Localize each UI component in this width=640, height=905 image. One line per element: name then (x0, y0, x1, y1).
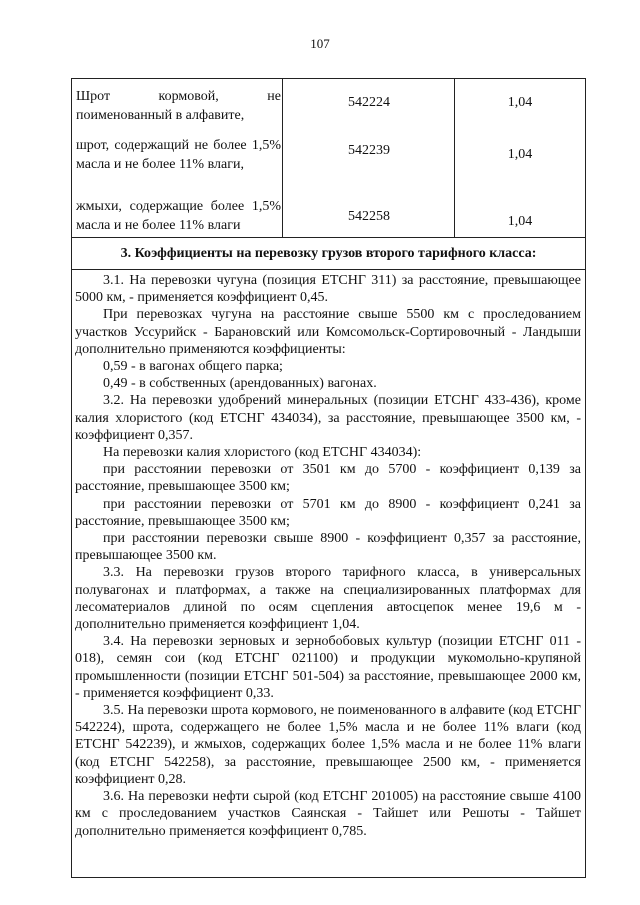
paragraph-3-2: 3.2. На перевозки удобрений минеральных (позиции ЕТСНГ 433-436), кроме калия хлористого (код ЕТСНГ 434034), за расстояние, превышающее 3500 км, - коэффициент 0,357. (75, 393, 581, 443)
table-row-2-code: 542239 (348, 143, 390, 158)
table-row-2-coef: 1,04 (507, 147, 533, 162)
coefficient-table (72, 79, 585, 237)
table-column-divider (282, 79, 283, 237)
table-row-1-code: 542224 (348, 95, 390, 110)
document-frame (71, 78, 586, 878)
paragraph-general-fleet: 0,59 - в вагонах общего парка; (103, 359, 283, 375)
table-bottom-rule (72, 237, 585, 238)
section-title: 3. Коэффициенты на перевозку грузов второго тарифного класса: (120, 246, 537, 261)
paragraph-3-1: 3.1. На перевозки чугуна (позиция ЕТСНГ 311) за расстояние, превышающее 5000 км, - применяется коэффициент 0,45. (75, 273, 581, 306)
paragraph-3-5: 3.5. На перевозки шрота кормового, не поименованного в алфавите (код ЕТСНГ 542224), шрота, содержащего не более 1,5% масла и не более 11% влаги (код ЕТСНГ 542239), и жмыхов, содержащих более 1,5% масла и не более 11% влаги (код ЕТСНГ 542258), за расстояние, превышающее 2500 км, - применяется коэффициент 0,28. (75, 703, 581, 787)
table-row-3-code: 542258 (348, 209, 390, 224)
paragraph-3-4: 3.4. На перевозки зерновых и зернобобовых культур (позиции ЕТСНГ 011 - 018), семян сои (код ЕТСНГ 021100) и продукции мукомольно-крупяной промышленности (позиции ЕТСНГ 501-504) за расстояние, превышающее 2000 км, - применяется коэффициент 0,33. (75, 634, 581, 701)
table-row-2-name: шрот, содержащий не более 1,5% масла и не более 11% влаги, (76, 138, 281, 172)
table-row-3-coef: 1,04 (507, 214, 533, 229)
paragraph-3-3: 3.3. На перевозки грузов второго тарифного класса, в универсальных полувагонах и платформах, а также на специализированных платформах для лесоматериалов длиной по осям сцепления автосцепок менее 19,6 м - дополнительно применяется коэффициент 1,04. (75, 565, 581, 633)
page-number: 107 (310, 36, 330, 51)
paragraph-3-6: 3.6. На перевозки нефти сырой (код ЕТСНГ 201005) на расстояние свыше 4100 км с проследованием участков Саянская - Тайшет или Решоты - Тайшет дополнительно применяется коэффициент 0,785. (75, 789, 581, 839)
table-row-1-name: Шрот кормовой, не поименованный в алфавите, (76, 89, 281, 123)
paragraph-potassium: На перевозки калия хлористого (код ЕТСНГ 434034): (103, 445, 422, 461)
paragraph-distance-5700: при расстоянии перевозки от 3501 км до 5700 - коэффициент 0,139 за расстояние, превышающее 3500 км; (75, 462, 581, 495)
table-row-3-name: жмыхи, содержащие более 1,5% масла и не более 11% влаги (76, 199, 281, 233)
paragraph-own-wagons: 0,49 - в собственных (арендованных) вагонах. (103, 376, 377, 392)
section-body (72, 272, 585, 840)
paragraph-distance-over-8900: при расстоянии перевозки свыше 8900 - коэффициент 0,357 за расстояние, превышающее 3500 км. (75, 531, 581, 564)
table-row-1-coef: 1,04 (507, 95, 533, 110)
paragraph-3-1-note: При перевозках чугуна на расстояние свыше 5500 км с проследованием участков Уссурийск - Барановский или Комсомольск-Сортировочный - Ландыши дополнительно применяются коэффициенты: (75, 307, 581, 357)
section-title-rule (72, 269, 585, 270)
paragraph-distance-8900: при расстоянии перевозки от 5701 км до 8900 - коэффициент 0,241 за расстояние, превышающее 3500 км; (75, 496, 581, 529)
